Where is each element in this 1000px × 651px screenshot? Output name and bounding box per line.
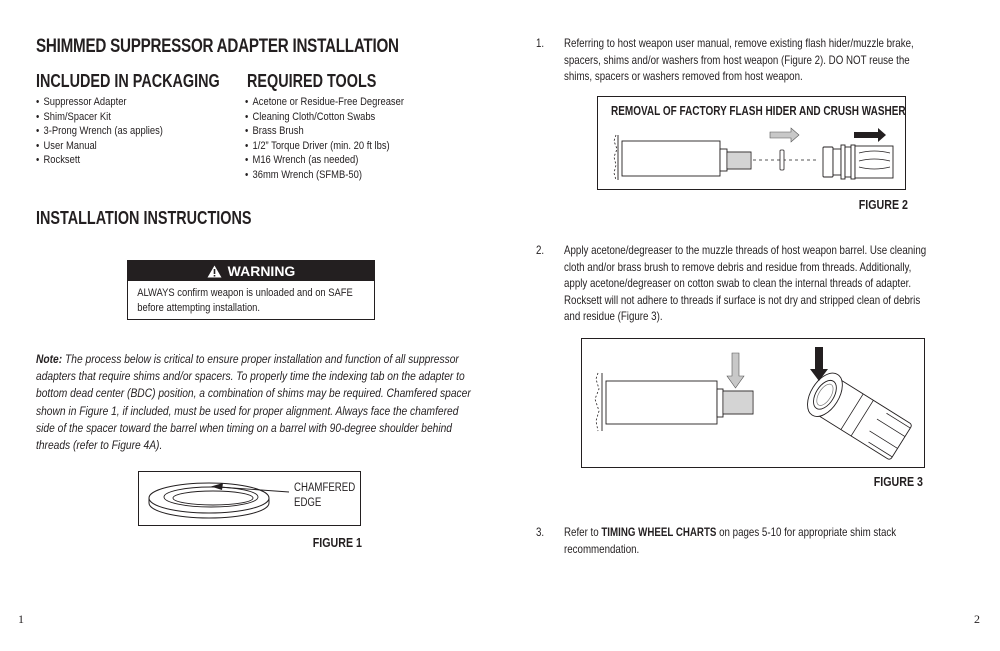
tools-item: • 36mm Wrench (SFMB-50) — [245, 168, 404, 183]
suppressor-adapter — [800, 367, 914, 463]
included-item: • 3-Prong Wrench (as applies) — [36, 124, 163, 139]
included-list — [36, 95, 163, 168]
figure-2-caption: FIGURE 2 — [858, 197, 908, 212]
included-item: • Rocksett — [36, 153, 163, 168]
page-number: 1 — [18, 612, 24, 626]
figure-2-title: REMOVAL OF FACTORY FLASH HIDER AND CRUSH WASHER — [611, 104, 906, 118]
figure-1-caption: FIGURE 1 — [312, 535, 362, 550]
note-text: The process below is critical to ensure proper installation and function of all suppressor adapters that require shims and/or spacers. To properly time the indexing tab on the adapter to bottom dead center (BDC) position, a combination of shims may be required. Chamfered spacer shown in Figure 1, if included, must be used for proper alignment. Always face the chamfered side of the spacer toward the barrel when timing on a barrel with 90-degree shoulder behind threads (refer to Figure 4A). — [36, 352, 471, 453]
included-item: • Shim/Spacer Kit — [36, 110, 163, 125]
tools-item: • M16 Wrench (as needed) — [245, 153, 404, 168]
step-2 — [536, 243, 996, 329]
page-number: 2 — [974, 612, 980, 626]
figure-3-caption: FIGURE 3 — [873, 474, 923, 489]
tools-item: • Brass Brush — [245, 124, 404, 139]
note-paragraph — [36, 351, 473, 454]
flash-hider-removal-illustration — [598, 97, 905, 189]
step-number: 2. — [536, 244, 545, 257]
note-label: Note: — [36, 352, 63, 366]
tools-heading: REQUIRED TOOLS — [247, 71, 377, 91]
step-text-part: Refer to — [564, 526, 602, 539]
callout-line: CHAMFERED — [294, 482, 356, 494]
warning-line: before attempting installation. — [137, 302, 261, 314]
step-text: Referring to host weapon user manual, remove existing flash hider/muzzle brake, spacers, shims and/or washers from host weapon (Figure 2). DO NOT reuse the shims, spacers or washers removed from host weapon. — [564, 37, 914, 84]
step-number: 1. — [536, 37, 545, 50]
warning-text — [128, 281, 353, 316]
tools-list — [245, 95, 404, 183]
instructions-heading: INSTALLATION INSTRUCTIONS — [36, 208, 252, 228]
tools-item: • Acetone or Residue-Free Degreaser — [245, 95, 404, 110]
step-3 — [536, 525, 996, 561]
step-text-part: on pages 5-10 for appropriate shim stack recommendation. — [564, 526, 897, 556]
callout-line: EDGE — [294, 497, 322, 509]
timing-wheel-charts-reference: TIMING WHEEL CHARTS — [601, 526, 717, 539]
step-text — [564, 525, 934, 558]
included-heading: INCLUDED IN PACKAGING — [36, 71, 220, 91]
warning-header — [128, 261, 374, 281]
step-text: Apply acetone/degreaser to the muzzle threads of host weapon barrel. Use cleaning cloth and/or brass brush to remove debris and residue from threads. Additionally, apply acetone/degreaser on cotton swab to clean the internal threads of adapter. Rocksett will not adhere to threads if surface is not dry and stripped clean of debris and residue (Figure 3). — [564, 244, 927, 324]
warning-label: WARNING — [227, 263, 296, 279]
step-1 — [536, 36, 996, 88]
tools-item: • Cleaning Cloth/Cotton Swabs — [245, 110, 404, 125]
flash-hider — [823, 145, 893, 179]
barrel-threads — [727, 152, 751, 169]
barrel-threads — [723, 391, 753, 414]
tools-item: • 1/2” Torque Driver (min. 20 ft lbs) — [245, 139, 404, 154]
warning-triangle-icon — [207, 265, 222, 278]
thread-cleaning-illustration — [582, 339, 924, 467]
figure-2-box — [597, 96, 906, 190]
included-item: • User Manual — [36, 139, 163, 154]
figure-1-box — [138, 471, 361, 526]
step-number: 3. — [536, 526, 545, 539]
chamfered-edge-callout — [294, 481, 355, 511]
figure-3-box — [581, 338, 925, 468]
included-item: • Suppressor Adapter — [36, 95, 163, 110]
warning-line: ALWAYS confirm weapon is unloaded and on SAFE — [137, 287, 353, 299]
page-title: SHIMMED SUPPRESSOR ADAPTER INSTALLATION — [36, 36, 399, 57]
warning-box — [127, 260, 375, 320]
